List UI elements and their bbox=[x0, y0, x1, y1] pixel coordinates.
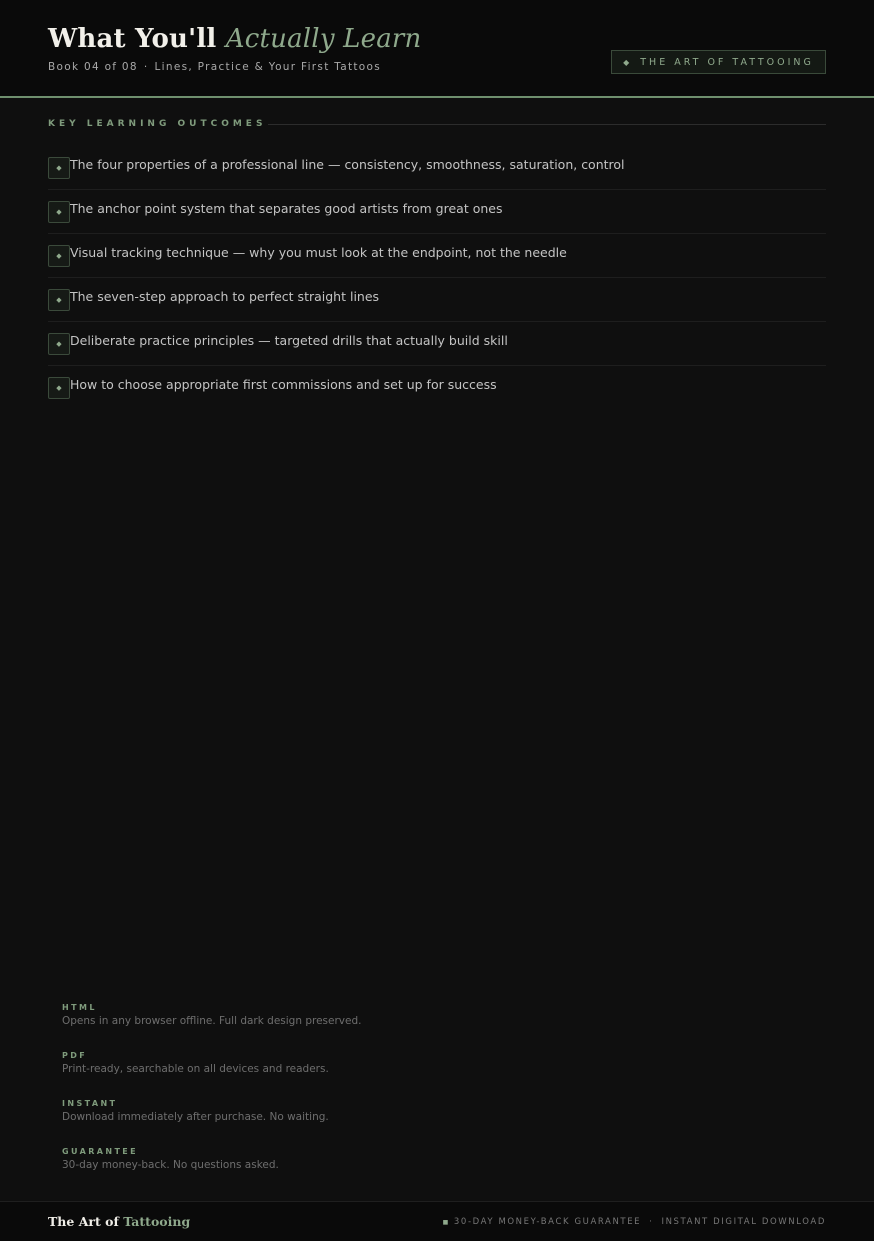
format-label: HTML bbox=[62, 1003, 97, 1012]
format-description: Download immediately after purchase. No waiting. bbox=[62, 1111, 329, 1123]
format-description: Opens in any browser offline. Full dark design preserved. bbox=[62, 1015, 362, 1027]
title-accent: Actually Learn bbox=[225, 24, 422, 54]
section-heading bbox=[48, 119, 826, 129]
format-label: GUARANTEE bbox=[62, 1147, 139, 1156]
diamond-icon: ◆ bbox=[48, 333, 70, 355]
format-item-guarantee bbox=[62, 1147, 361, 1195]
format-description: 30-day money-back. No questions asked. bbox=[62, 1159, 279, 1171]
format-item-instant bbox=[62, 1099, 361, 1147]
brand-accent: Tattooing bbox=[123, 1214, 191, 1229]
outcome-text: Deliberate practice principles — targeted drills that actually build skill bbox=[70, 333, 508, 348]
outcome-item bbox=[48, 278, 826, 322]
format-description: Print-ready, searchable on all devices and readers. bbox=[62, 1063, 329, 1075]
format-list bbox=[62, 1003, 361, 1195]
footer-brand bbox=[48, 1214, 190, 1229]
subtitle-text: Lines, Practice & Your First Tattoos bbox=[154, 61, 382, 73]
outcome-text: The seven-step approach to perfect straight lines bbox=[70, 289, 380, 304]
format-item-html bbox=[62, 1003, 361, 1051]
bullet-icon: ■ bbox=[442, 1219, 450, 1226]
outcome-item bbox=[48, 146, 826, 190]
footer-separator: · bbox=[649, 1217, 654, 1227]
subtitle-separator: · bbox=[143, 61, 149, 73]
outcome-text: How to choose appropriate first commissions and set up for success bbox=[70, 377, 497, 392]
section-heading-label: KEY LEARNING OUTCOMES bbox=[48, 119, 267, 129]
title-main: What You'll bbox=[48, 24, 217, 54]
outcome-item bbox=[48, 234, 826, 278]
outcome-text: The anchor point system that separates good artists from great ones bbox=[70, 201, 503, 216]
book-label: Book 04 of 08 bbox=[48, 61, 138, 73]
footer-note bbox=[443, 1217, 826, 1227]
outcome-item bbox=[48, 366, 826, 410]
outcome-text: The four properties of a professional line — consistency, smoothness, saturation, control bbox=[70, 157, 625, 172]
outcome-text: Visual tracking technique — why you must look at the endpoint, not the needle bbox=[70, 245, 567, 260]
page-title bbox=[48, 24, 422, 54]
section-heading-rule bbox=[268, 124, 826, 125]
diamond-icon: ◆ bbox=[48, 289, 70, 311]
series-badge bbox=[611, 50, 826, 74]
format-label: INSTANT bbox=[62, 1099, 118, 1108]
footer-guarantee: 30-DAY MONEY-BACK GUARANTEE bbox=[453, 1217, 642, 1227]
diamond-icon: ◆ bbox=[623, 57, 633, 67]
brand-main: The Art of bbox=[48, 1214, 119, 1229]
page-header bbox=[0, 0, 874, 98]
page-subtitle bbox=[48, 61, 381, 73]
footer-download: INSTANT DIGITAL DOWNLOAD bbox=[661, 1217, 826, 1227]
badge-text: THE ART OF TATTOOING bbox=[640, 56, 814, 68]
diamond-icon: ◆ bbox=[48, 201, 70, 223]
outcomes-list bbox=[48, 146, 826, 410]
outcome-item bbox=[48, 190, 826, 234]
diamond-icon: ◆ bbox=[48, 245, 70, 267]
outcome-item bbox=[48, 322, 826, 366]
format-label: PDF bbox=[62, 1051, 88, 1060]
diamond-icon: ◆ bbox=[48, 377, 70, 399]
diamond-icon: ◆ bbox=[48, 157, 70, 179]
page-footer bbox=[0, 1201, 874, 1241]
format-item-pdf bbox=[62, 1051, 361, 1099]
